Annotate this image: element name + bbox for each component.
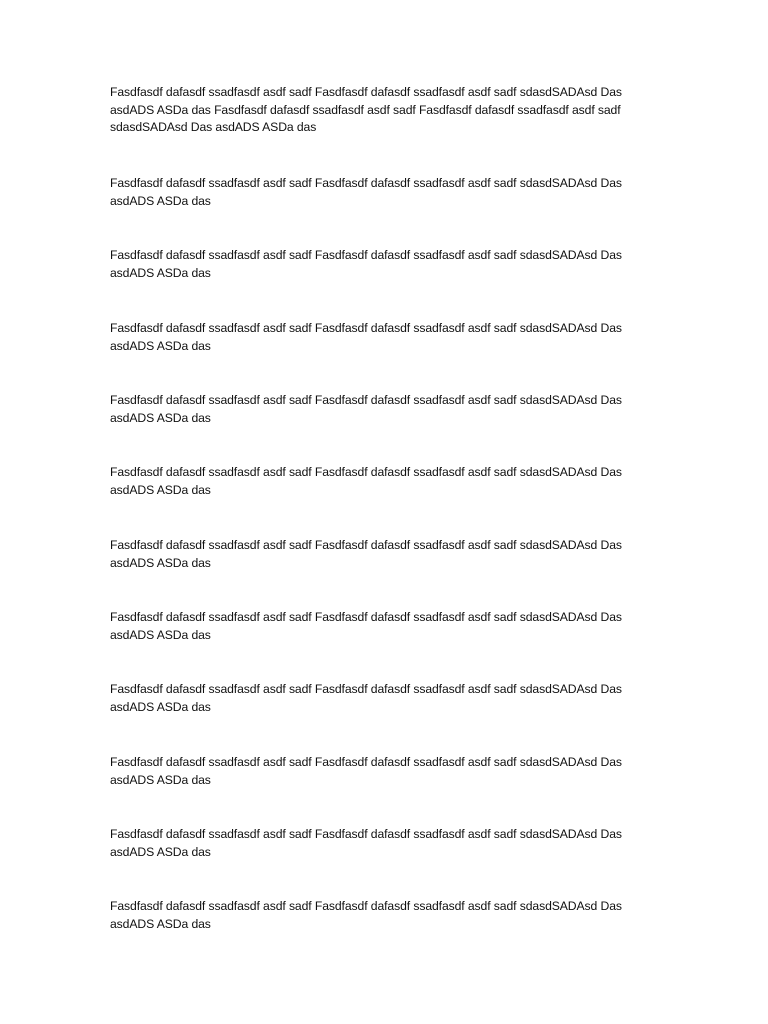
paragraph-1: Fasdfasdf dafasdf ssadfasdf asdf sadf Fasdfasdf dafasdf ssadfasdf asdf sadf sdasdSADAsd Das asdADS ASDa das Fasdfasdf dafasdf ssadfasdf asdf sadf Fasdfasdf dafasdf ssadfasdf asdf sadf sdasdSADAsd Das asdADS ASDa das [110,85,622,135]
paragraph-3: Fasdfasdf dafasdf ssadfasdf asdf sadf Fasdfasdf dafasdf ssadfasdf asdf sadf sdasdSADAsd Das asdADS ASDa das [110,248,622,280]
paragraph-8: Fasdfasdf dafasdf ssadfasdf asdf sadf Fasdfasdf dafasdf ssadfasdf asdf sadf sdasdSADAsd Das asdADS ASDa das [110,610,622,642]
paragraph-2: Fasdfasdf dafasdf ssadfasdf asdf sadf Fasdfasdf dafasdf ssadfasdf asdf sadf sdasdSADAsd Das asdADS ASDa das [110,176,622,208]
paragraph-9: Fasdfasdf dafasdf ssadfasdf asdf sadf Fasdfasdf dafasdf ssadfasdf asdf sadf sdasdSADAsd Das asdADS ASDa das [110,682,622,714]
paragraph-12: Fasdfasdf dafasdf ssadfasdf asdf sadf Fasdfasdf dafasdf ssadfasdf asdf sadf sdasdSADAsd Das asdADS ASDa das [110,899,622,931]
paragraph-11: Fasdfasdf dafasdf ssadfasdf asdf sadf Fasdfasdf dafasdf ssadfasdf asdf sadf sdasdSADAsd Das asdADS ASDa das [110,827,622,859]
paragraph-6: Fasdfasdf dafasdf ssadfasdf asdf sadf Fasdfasdf dafasdf ssadfasdf asdf sadf sdasdSADAsd Das asdADS ASDa das [110,465,622,497]
paragraph-7: Fasdfasdf dafasdf ssadfasdf asdf sadf Fasdfasdf dafasdf ssadfasdf asdf sadf sdasdSADAsd Das asdADS ASDa das [110,538,622,570]
paragraph-4: Fasdfasdf dafasdf ssadfasdf asdf sadf Fasdfasdf dafasdf ssadfasdf asdf sadf sdasdSADAsd Das asdADS ASDa das [110,321,622,353]
paragraph-10: Fasdfasdf dafasdf ssadfasdf asdf sadf Fasdfasdf dafasdf ssadfasdf asdf sadf sdasdSADAsd Das asdADS ASDa das [110,755,622,787]
paragraph-5: Fasdfasdf dafasdf ssadfasdf asdf sadf Fasdfasdf dafasdf ssadfasdf asdf sadf sdasdSADAsd Das asdADS ASDa das [110,393,622,425]
